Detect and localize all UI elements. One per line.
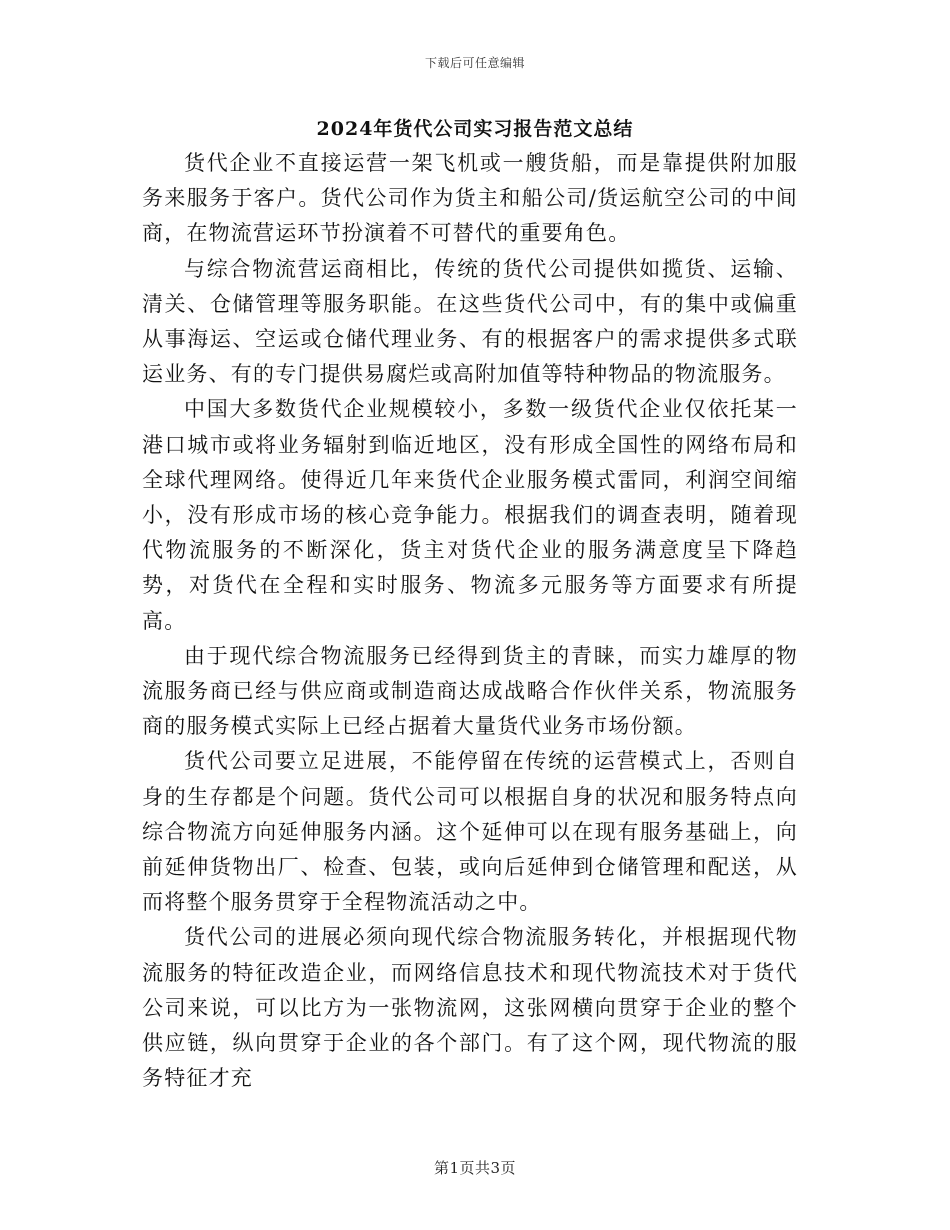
page-indicator: 第1页共3页 (433, 1159, 517, 1177)
document-title: 2024年货代公司实习报告范文总结 (316, 118, 634, 140)
paragraph: 货代公司要立足进展，不能停留在传统的运营模式上，否则自身的生存都是个问题。货代公司可以根据自身的状况和服务特点向综合物流方向延伸服务内涵。这个延伸可以在现有服务基础上，向前延伸货物出厂、检查、包装，或向后延伸到仓储管理和配送，从而将整个服务贯穿于全程物流活动之中。 (142, 749, 798, 915)
paragraph: 货代公司的进展必须向现代综合物流服务转化，并根据现代物流服务的特征改造企业，而网络信息技术和现代物流技术对于货代公司来说，可以比方为一张物流网，这张网横向贯穿于企业的整个供应链，纵向贯穿于企业的各个部门。有了这个网，现代物流的服务特征才充 (142, 925, 798, 1091)
paragraph: 中国大多数货代企业规模较小，多数一级货代企业仅依托某一港口城市或将业务辐射到临近地区，没有形成全国性的网络布局和全球代理网络。使得近几年来货代企业服务模式雷同，利润空间缩小，没有形成市场的核心竞争能力。根据我们的调查表明，随着现代物流服务的不断深化，货主对货代企业的服务满意度呈下降趋势，对货代在全程和实时服务、物流多元服务等方面要求有所提高。 (142, 397, 798, 633)
document-body (142, 146, 798, 1096)
paragraph: 由于现代综合物流服务已经得到货主的青睐，而实力雄厚的物流服务商已经与供应商或制造商达成战略合作伙伴关系，物流服务商的服务模式实际上已经占据着大量货代业务市场份额。 (142, 643, 798, 739)
header-note: 下载后可任意编辑 (424, 56, 525, 70)
paragraph: 与综合物流营运商相比，传统的货代公司提供如揽货、运输、清关、仓储管理等服务职能。在这些货代公司中，有的集中或偏重从事海运、空运或仓储代理业务、有的根据客户的需求提供多式联运业务、有的专门提供易腐烂或高附加值等特种物品的物流服务。 (142, 256, 798, 387)
paragraph: 货代企业不直接运营一架飞机或一艘货船，而是靠提供附加服务来服务于客户。货代公司作为货主和船公司/货运航空公司的中间商，在物流营运环节扮演着不可替代的重要角色。 (142, 151, 798, 246)
